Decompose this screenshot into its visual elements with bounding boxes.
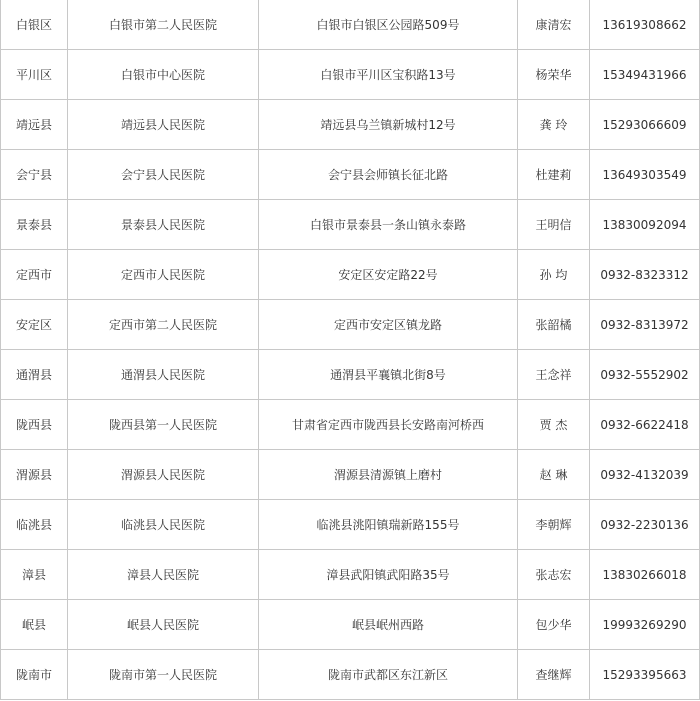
contact-cell: 龚 玲 — [518, 100, 590, 150]
contact-cell: 张韶橘 — [518, 300, 590, 350]
area-cell: 临洮县 — [1, 500, 68, 550]
table-row — [1, 500, 700, 550]
table-row — [1, 400, 700, 450]
phone-cell: 0932-8323312 — [590, 250, 700, 300]
address-cell: 安定区安定路22号 — [259, 250, 518, 300]
contact-cell: 包少华 — [518, 600, 590, 650]
phone-cell: 13619308662 — [590, 0, 700, 50]
contact-cell: 王念祥 — [518, 350, 590, 400]
hospital-cell: 景泰县人民医院 — [68, 200, 259, 250]
area-cell: 陇南市 — [1, 650, 68, 700]
phone-cell: 0932-2230136 — [590, 500, 700, 550]
table-row — [1, 250, 700, 300]
phone-cell: 15293066609 — [590, 100, 700, 150]
area-cell: 白银区 — [1, 0, 68, 50]
area-cell: 渭源县 — [1, 450, 68, 500]
address-cell: 白银市景泰县一条山镇永泰路 — [259, 200, 518, 250]
hospital-cell: 通渭县人民医院 — [68, 350, 259, 400]
table-row — [1, 0, 700, 50]
phone-cell: 19993269290 — [590, 600, 700, 650]
contact-cell: 赵 琳 — [518, 450, 590, 500]
area-cell: 陇西县 — [1, 400, 68, 450]
area-cell: 岷县 — [1, 600, 68, 650]
contact-cell: 查继辉 — [518, 650, 590, 700]
table-row — [1, 150, 700, 200]
table-row — [1, 450, 700, 500]
phone-cell: 0932-4132039 — [590, 450, 700, 500]
phone-cell: 0932-8313972 — [590, 300, 700, 350]
address-cell: 白银市白银区公园路509号 — [259, 0, 518, 50]
table-row — [1, 100, 700, 150]
table-row — [1, 550, 700, 600]
table-row — [1, 600, 700, 650]
contact-cell: 杨荣华 — [518, 50, 590, 100]
hospital-cell: 漳县人民医院 — [68, 550, 259, 600]
phone-cell: 0932-6622418 — [590, 400, 700, 450]
area-cell: 漳县 — [1, 550, 68, 600]
address-cell: 白银市平川区宝积路13号 — [259, 50, 518, 100]
hospital-cell: 白银市中心医院 — [68, 50, 259, 100]
phone-cell: 13830092094 — [590, 200, 700, 250]
contact-cell: 张志宏 — [518, 550, 590, 600]
area-cell: 靖远县 — [1, 100, 68, 150]
table-row — [1, 200, 700, 250]
hospital-cell: 临洮县人民医院 — [68, 500, 259, 550]
area-cell: 定西市 — [1, 250, 68, 300]
area-cell: 通渭县 — [1, 350, 68, 400]
table-row — [1, 300, 700, 350]
phone-cell: 15293395663 — [590, 650, 700, 700]
hospital-cell: 岷县人民医院 — [68, 600, 259, 650]
hospital-cell: 靖远县人民医院 — [68, 100, 259, 150]
address-cell: 渭源县清源镇上磨村 — [259, 450, 518, 500]
address-cell: 漳县武阳镇武阳路35号 — [259, 550, 518, 600]
hospital-cell: 定西市第二人民医院 — [68, 300, 259, 350]
hospital-cell: 陇西县第一人民医院 — [68, 400, 259, 450]
contact-cell: 杜建莉 — [518, 150, 590, 200]
hospital-cell: 陇南市第一人民医院 — [68, 650, 259, 700]
contact-cell: 李朝辉 — [518, 500, 590, 550]
phone-cell: 0932-5552902 — [590, 350, 700, 400]
hospital-cell: 会宁县人民医院 — [68, 150, 259, 200]
table-row — [1, 50, 700, 100]
area-cell: 会宁县 — [1, 150, 68, 200]
hospital-cell: 白银市第二人民医院 — [68, 0, 259, 50]
table-row — [1, 350, 700, 400]
address-cell: 甘肃省定西市陇西县长安路南河桥西 — [259, 400, 518, 450]
address-cell: 定西市安定区镇龙路 — [259, 300, 518, 350]
address-cell: 靖远县乌兰镇新城村12号 — [259, 100, 518, 150]
contact-cell: 孙 均 — [518, 250, 590, 300]
area-cell: 景泰县 — [1, 200, 68, 250]
area-cell: 安定区 — [1, 300, 68, 350]
phone-cell: 13830266018 — [590, 550, 700, 600]
address-cell: 会宁县会师镇长征北路 — [259, 150, 518, 200]
hospital-cell: 定西市人民医院 — [68, 250, 259, 300]
phone-cell: 15349431966 — [590, 50, 700, 100]
address-cell: 岷县岷州西路 — [259, 600, 518, 650]
address-cell: 临洮县洮阳镇瑞新路155号 — [259, 500, 518, 550]
contact-cell: 贾 杰 — [518, 400, 590, 450]
table-row — [1, 650, 700, 700]
area-cell: 平川区 — [1, 50, 68, 100]
address-cell: 通渭县平襄镇北街8号 — [259, 350, 518, 400]
address-cell: 陇南市武都区东江新区 — [259, 650, 518, 700]
phone-cell: 13649303549 — [590, 150, 700, 200]
hospital-cell: 渭源县人民医院 — [68, 450, 259, 500]
table-body — [1, 0, 700, 700]
contact-cell: 王明信 — [518, 200, 590, 250]
contact-cell: 康清宏 — [518, 0, 590, 50]
